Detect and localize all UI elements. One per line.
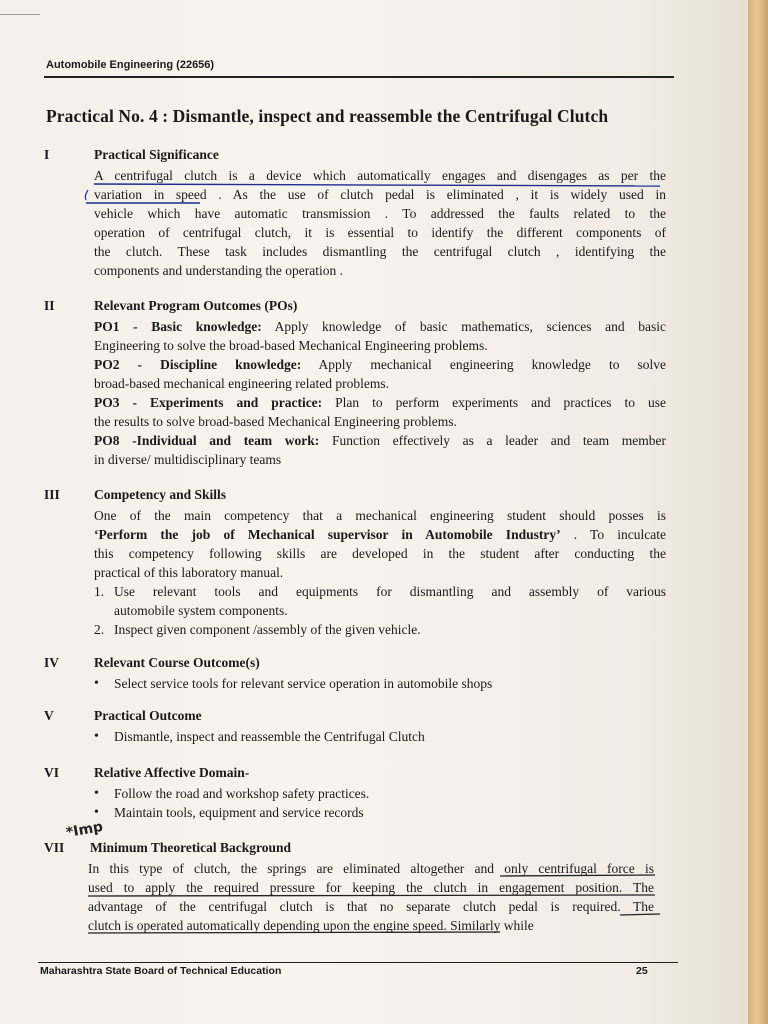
page-number: 25 (636, 965, 648, 977)
paragraph-line: advantage of the centrifugal clutch is that no separate clutch pedal is required. The (88, 899, 654, 914)
footer-publisher: Maharashtra State Board of Technical Education (40, 965, 282, 977)
section-heading-practical-significance: Practical Significance (94, 147, 219, 162)
section-number-1: I (44, 147, 50, 162)
paragraph-line: this competency following skills are developed in the student after conducting the (94, 546, 666, 561)
footer-rule (38, 962, 678, 963)
section-number-3: III (44, 487, 60, 502)
section-heading-course-outcomes: Relevant Course Outcome(s) (94, 655, 260, 670)
section-number-7: VII (44, 840, 65, 855)
paragraph-line: operation of centrifugal clutch, it is essential to identify the different components of (94, 225, 666, 240)
paragraph-line: components and understanding the operation . (94, 263, 343, 278)
skill-text: Use relevant tools and equipments for dismantling and assembly of various (114, 584, 666, 599)
paragraph-line: One of the main competency that a mechanical engineering student should posses is (94, 508, 666, 523)
section-number-4: IV (44, 655, 60, 670)
section-heading-affective-domain: Relative Affective Domain- (94, 765, 250, 780)
top-margin-line (0, 14, 40, 15)
skill-number: 2. (94, 622, 105, 637)
paragraph-line: the results to solve broad-based Mechanical Engineering problems. (94, 414, 457, 429)
section-body-practical-outcome (94, 727, 666, 746)
paragraph-line: clutch is operated automatically depending upon the engine speed. Similarly while (88, 918, 534, 933)
po2-line (94, 355, 666, 374)
section-number-5: V (44, 708, 54, 723)
po8-text: Function effectively as a leader and team member (319, 433, 667, 448)
running-header: Automobile Engineering (22656) (46, 59, 215, 71)
paragraph-line: broad-based mechanical engineering related problems. (94, 376, 389, 391)
paragraph-line: In this type of clutch, the springs are eliminated altogether and only centrifugal force is (88, 861, 654, 876)
po2-text: Apply mechanical engineering knowledge to solve (301, 357, 666, 372)
skill-text: Inspect given component /assembly of the given vehicle. (114, 622, 421, 637)
section-heading-theoretical-background: Minimum Theoretical Background (90, 840, 292, 855)
section-body-affective-domain (94, 784, 666, 822)
section-heading-program-outcomes: Relevant Program Outcomes (POs) (94, 298, 298, 313)
paragraph-line: used to apply the required pressure for keeping the clutch in engagement position. The (88, 880, 654, 895)
practical-title: Practical No. 4 : Dismantle, inspect and reassemble the Centrifugal Clutch (46, 106, 609, 126)
section-body-theoretical-background (88, 859, 654, 935)
skill-text: automobile system components. (114, 603, 288, 618)
section-body-program-outcomes (94, 317, 666, 469)
list-item: • Select service tools for relevant service operation in automobile shops (94, 674, 666, 693)
handwritten-note: *Imp (64, 818, 105, 842)
paragraph-line: vehicle which have automatic transmission . To addressed the faults related to the (94, 206, 666, 221)
po3-line (94, 393, 666, 412)
paragraph-line: the clutch. These task includes dismantling the centrifugal clutch , identifying the (94, 244, 666, 259)
po8-label: PO8 -Individual and team work: (94, 433, 320, 448)
skill-item-1 (94, 582, 666, 620)
competency-rest: . To inculcate (560, 527, 666, 542)
po2-label: PO2 - Discipline knowledge: (94, 357, 302, 372)
section-body-course-outcomes (94, 674, 666, 693)
competency-line (94, 525, 666, 544)
list-item: • Follow the road and workshop safety practices. (94, 784, 666, 803)
po3-text: Plan to perform experiments and practices to use (322, 395, 666, 410)
po1-line (94, 317, 666, 336)
list-item: • Dismantle, inspect and reassemble the Centrifugal Clutch (94, 727, 666, 746)
header-rule (44, 76, 674, 78)
page-edge (748, 0, 768, 1024)
section-heading-practical-outcome: Practical Outcome (94, 708, 202, 723)
po3-label: PO3 - Experiments and practice: (94, 395, 323, 410)
list-item: • Maintain tools, equipment and service records (94, 803, 666, 822)
paragraph-line: in diverse/ multidisciplinary teams (94, 452, 282, 467)
section-heading-competency: Competency and Skills (94, 487, 227, 502)
po1-text: Apply knowledge of basic mathematics, sciences and basic (261, 319, 666, 334)
section-number-6: VI (44, 765, 60, 780)
section-number-2: II (44, 298, 55, 313)
section-body-practical-significance (94, 166, 666, 280)
paragraph-line: Engineering to solve the broad-based Mechanical Engineering problems. (94, 338, 488, 353)
po8-line (94, 431, 666, 450)
skill-number: 1. (94, 584, 105, 599)
paragraph-line: A centrifugal clutch is a device which automatically engages and disengages as per the (94, 168, 666, 183)
paragraph-line: practical of this laboratory manual. (94, 565, 284, 580)
skill-item-2 (94, 620, 666, 639)
section-body-competency (94, 506, 666, 639)
paragraph-line: variation in speed . As the use of clutch pedal is eliminated , it is widely used in (94, 187, 666, 202)
po1-label: PO1 - Basic knowledge: (94, 319, 262, 334)
competency-statement: ‘Perform the job of Mechanical supervisor in Automobile Industry’ (94, 527, 561, 542)
